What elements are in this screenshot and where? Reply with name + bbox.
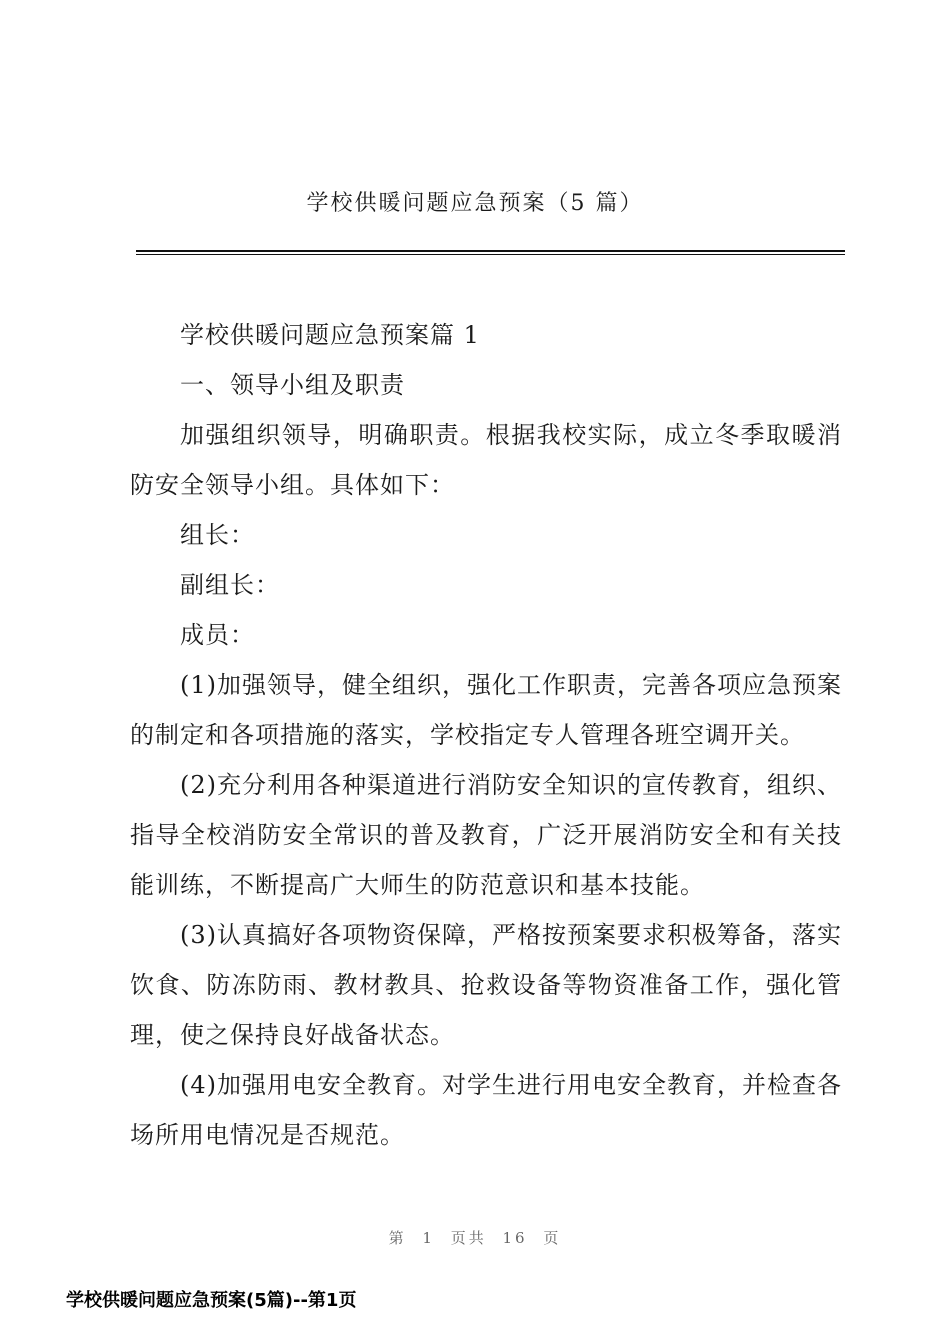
section-heading: 学校供暖问题应急预案篇 1 <box>180 321 480 349</box>
bottom-caption: 学校供暖问题应急预案(5篇)--第1页 <box>66 1290 357 1311</box>
paragraph: 副组长： <box>180 571 280 599</box>
paragraph: 组长： <box>180 521 255 549</box>
document-body <box>130 310 842 1160</box>
paragraph: (3)认真搞好各项物资保障，严格按预案要求积极筹备，落实饮食、防冻防雨、教材教具、抢救设备等物资准备工作，强化管理，使之保持良好战备状态。 <box>130 921 842 1049</box>
subsection-heading: 一、领导小组及职责 <box>180 371 405 399</box>
paragraph: 成员： <box>180 621 255 649</box>
paragraph: 加强组织领导，明确职责。根据我校实际，成立冬季取暖消防安全领导小组。具体如下： <box>130 421 842 499</box>
title-divider <box>136 250 845 255</box>
paragraph: (4)加强用电安全教育。对学生进行用电安全教育，并检查各场所用电情况是否规范。 <box>130 1071 842 1149</box>
paragraph: (2)充分利用各种渠道进行消防安全知识的宣传教育，组织、指导全校消防安全常识的普及教育，广泛开展消防安全和有关技能训练，不断提高广大师生的防范意识和基本技能。 <box>130 771 842 899</box>
page-number: 第 1 页共 16 页 <box>388 1229 562 1247</box>
document-title: 学校供暖问题应急预案（5 篇） <box>306 191 644 216</box>
paragraph: (1)加强领导，健全组织，强化工作职责，完善各项应急预案的制定和各项措施的落实，学校指定专人管理各班空调开关。 <box>130 671 842 749</box>
